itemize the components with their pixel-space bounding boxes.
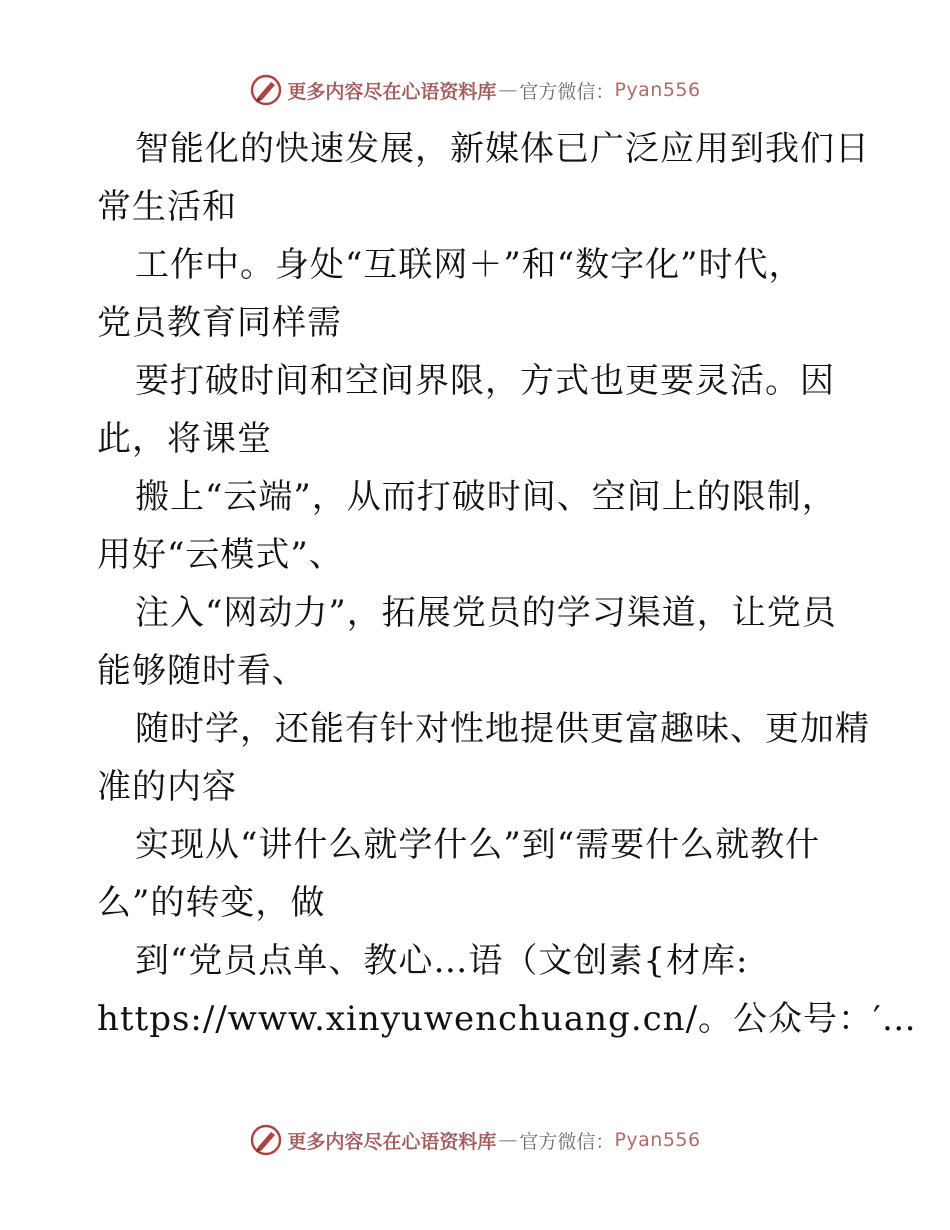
paragraph-line: 搬上“云端”，从而打破时间、空间上的限制，	[135, 477, 837, 517]
paragraph-line: 工作中。身处“互联网＋”和“数字化”时代，	[135, 245, 804, 285]
watermark-dash: —	[498, 79, 518, 101]
paragraph-line: 智能化的快速发展，新媒体已广泛应用到我们日	[135, 129, 870, 169]
header-watermark	[0, 70, 950, 110]
paragraph-line: 能够随时看、	[97, 651, 307, 691]
paragraph-line: 要打破时间和空间界限，方式也更要灵活。因	[135, 361, 835, 401]
paragraph-line: 用好“云模式”、	[97, 535, 344, 575]
watermark-wechat-label: 官方微信：	[519, 80, 615, 103]
paragraph-line: 到“党员点单、教心…语（文创素{材库:	[135, 941, 749, 981]
document-body	[97, 120, 917, 1048]
paragraph-line: 常生活和	[97, 187, 237, 227]
watermark-wechat-id: Pyan556	[614, 1129, 701, 1151]
pen-logo-icon	[249, 73, 283, 107]
paragraph-line: https://www.xinyuwenchuang.cn/。公众号：′…	[97, 999, 917, 1039]
paragraph-line: 随时学，还能有针对性地提供更富趣味、更加精	[135, 709, 870, 749]
footer-watermark	[0, 1120, 950, 1160]
watermark-wechat-label: 官方微信：	[519, 1130, 615, 1153]
watermark-dash: —	[498, 1129, 518, 1151]
paragraph-line: 注入“网动力”，拓展党员的学习渠道，让党员	[135, 593, 837, 633]
paragraph-line: 党员教育同样需	[97, 303, 342, 343]
paragraph-line: 么”的转变，做	[97, 883, 326, 923]
paragraph-line: 准的内容	[97, 767, 237, 807]
pen-logo-icon	[249, 1123, 283, 1157]
watermark-title: 更多内容尽在心语资料库	[287, 1130, 497, 1153]
watermark-title: 更多内容尽在心语资料库	[287, 80, 497, 103]
paragraph-line: 实现从“讲什么就学什么”到“需要什么就教什	[135, 825, 821, 865]
watermark-wechat-id: Pyan556	[614, 79, 701, 101]
paragraph-line: 此，将课堂	[97, 419, 272, 459]
